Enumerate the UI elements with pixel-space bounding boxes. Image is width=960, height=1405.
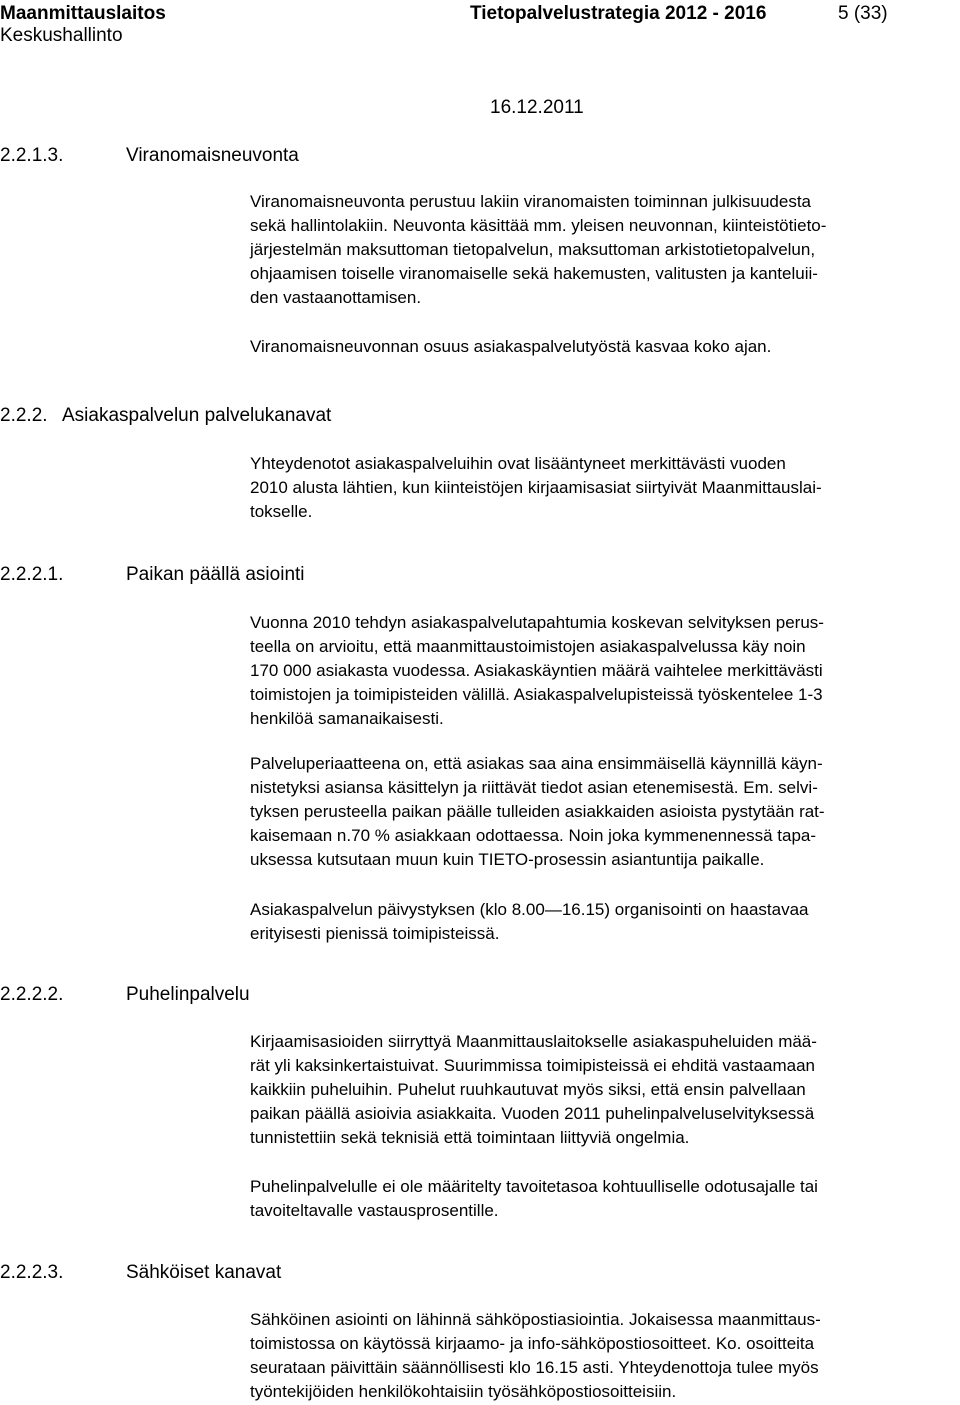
text-line: den vastaanottamisen. — [250, 288, 422, 307]
section-number: 2.2.2.2. — [0, 984, 64, 1005]
text-line: tyksen perusteella paikan päälle tulleiden asiakkaiden asioista pystytään rat- — [250, 802, 825, 821]
paragraph — [250, 190, 950, 310]
section-number: 2.2.2.1. — [0, 564, 64, 585]
organization-unit: Keskushallinto — [0, 25, 123, 46]
text-line: uksessa kutsutaan muun kuin TIETO-prosessin asiantuntija paikalle. — [250, 850, 765, 869]
document-title: Tietopalvelustrategia 2012 - 2016 — [470, 3, 767, 24]
text-line: Sähköinen asiointi on lähinnä sähköpostiasiointia. Jokaisessa maanmittaus- — [250, 1310, 821, 1329]
text-line: nistetyksi asiansa käsittelyn ja riittävät tiedot asian etenemisestä. Em. selvi- — [250, 778, 818, 797]
text-line: Kirjaamisasioiden siirryttyä Maanmittauslaitokselle asiakaspuheluiden mää- — [250, 1032, 817, 1051]
text-line: seurataan päivittäin säännöllisesti klo 16.15 asti. Yhteydenottoja tulee myös — [250, 1358, 819, 1377]
text-line: järjestelmän maksuttoman tietopalvelun, maksuttoman arkistotietopalvelun, — [250, 240, 816, 259]
paragraph — [250, 1030, 950, 1150]
paragraph — [250, 335, 950, 359]
paragraph — [250, 898, 950, 946]
paragraph — [250, 752, 950, 872]
text-line: Viranomaisneuvonnan osuus asiakaspalvelutyöstä kasvaa koko ajan. — [250, 337, 772, 356]
text-line: Puhelinpalvelulle ei ole määritelty tavoitetasoa kohtuulliselle odotusajalle tai — [250, 1177, 818, 1196]
document-date: 16.12.2011 — [490, 97, 584, 118]
text-line: Viranomaisneuvonta perustuu lakiin viranomaisten toiminnan julkisuudesta — [250, 192, 812, 211]
text-line: erityisesti pienissä toimipisteissä. — [250, 924, 500, 943]
section-title: Sähköiset kanavat — [126, 1262, 282, 1283]
section-title: Paikan päällä asiointi — [126, 564, 305, 585]
text-line: kaisemaan n.70 % asiakkaan odottaessa. Noin joka kymmenennessä tapa- — [250, 826, 817, 845]
text-line: työntekijöiden henkilökohtaisiin työsähköpostiosoitteisiin. — [250, 1382, 677, 1401]
section-number: 2.2.2.3. — [0, 1262, 64, 1283]
section-number: 2.2.1.3. — [0, 145, 64, 166]
text-line: toimistossa on käytössä kirjaamo- ja info-sähköpostiosoitteet. Ko. osoitteita — [250, 1334, 815, 1353]
section-title: Asiakaspalvelun palvelukanavat — [62, 405, 332, 426]
text-line: toimistojen ja toimipisteiden välillä. Asiakaspalvelupisteissä työskentelee 1-3 — [250, 685, 823, 704]
section-title: Viranomaisneuvonta — [126, 145, 299, 166]
paragraph — [250, 611, 950, 731]
text-line: sekä hallintolakiin. Neuvonta käsittää mm. yleisen neuvonnan, kiinteistötieto- — [250, 216, 827, 235]
text-line: rät yli kaksinkertaistuivat. Suurimmissa toimipisteissä ei ehditä vastaamaan — [250, 1056, 816, 1075]
text-line: tavoiteltavalle vastausprosentille. — [250, 1201, 499, 1220]
paragraph — [250, 452, 950, 524]
text-line: 170 000 asiakasta vuodessa. Asiakaskäyntien määrä vaihtelee merkittävästi — [250, 661, 823, 680]
text-line: Palveluperiaatteena on, että asiakas saa aina ensimmäisellä käynnillä käyn- — [250, 754, 823, 773]
text-line: tunnistettiin sekä teknisiä että toimintaan liittyviä ongelmia. — [250, 1128, 690, 1147]
paragraph — [250, 1308, 950, 1404]
text-line: Vuonna 2010 tehdyn asiakaspalvelutapahtumia koskevan selvityksen perus- — [250, 613, 824, 632]
text-line: kaikkiin puheluihin. Puhelut ruuhkautuvat myös siksi, että ensin palvellaan — [250, 1080, 806, 1099]
text-line: 2010 alusta lähtien, kun kiinteistöjen kirjaamisasiat siirtyivät Maanmittauslai- — [250, 478, 822, 497]
text-line: ohjaamisen toiselle viranomaiselle sekä hakemusten, valitusten ja kanteluii- — [250, 264, 818, 283]
text-line: Yhteydenotot asiakaspalveluihin ovat lisääntyneet merkittävästi vuoden — [250, 454, 786, 473]
text-line: teella on arvioitu, että maanmittaustoimistojen asiakaspalvelussa käy noin — [250, 637, 806, 656]
text-line: Asiakaspalvelun päivystyksen (klo 8.00—16.15) organisointi on haastavaa — [250, 900, 809, 919]
organization-name: Maanmittauslaitos — [0, 3, 166, 24]
section-title: Puhelinpalvelu — [126, 984, 250, 1005]
text-line: paikan päällä asioivia asiakkaita. Vuoden 2011 puhelinpalveluselvityksessä — [250, 1104, 815, 1123]
section-number: 2.2.2. — [0, 405, 48, 426]
text-line: henkilöä samanaikaisesti. — [250, 709, 444, 728]
page-number: 5 (33) — [838, 3, 888, 24]
paragraph — [250, 1175, 950, 1223]
text-line: tokselle. — [250, 502, 313, 521]
